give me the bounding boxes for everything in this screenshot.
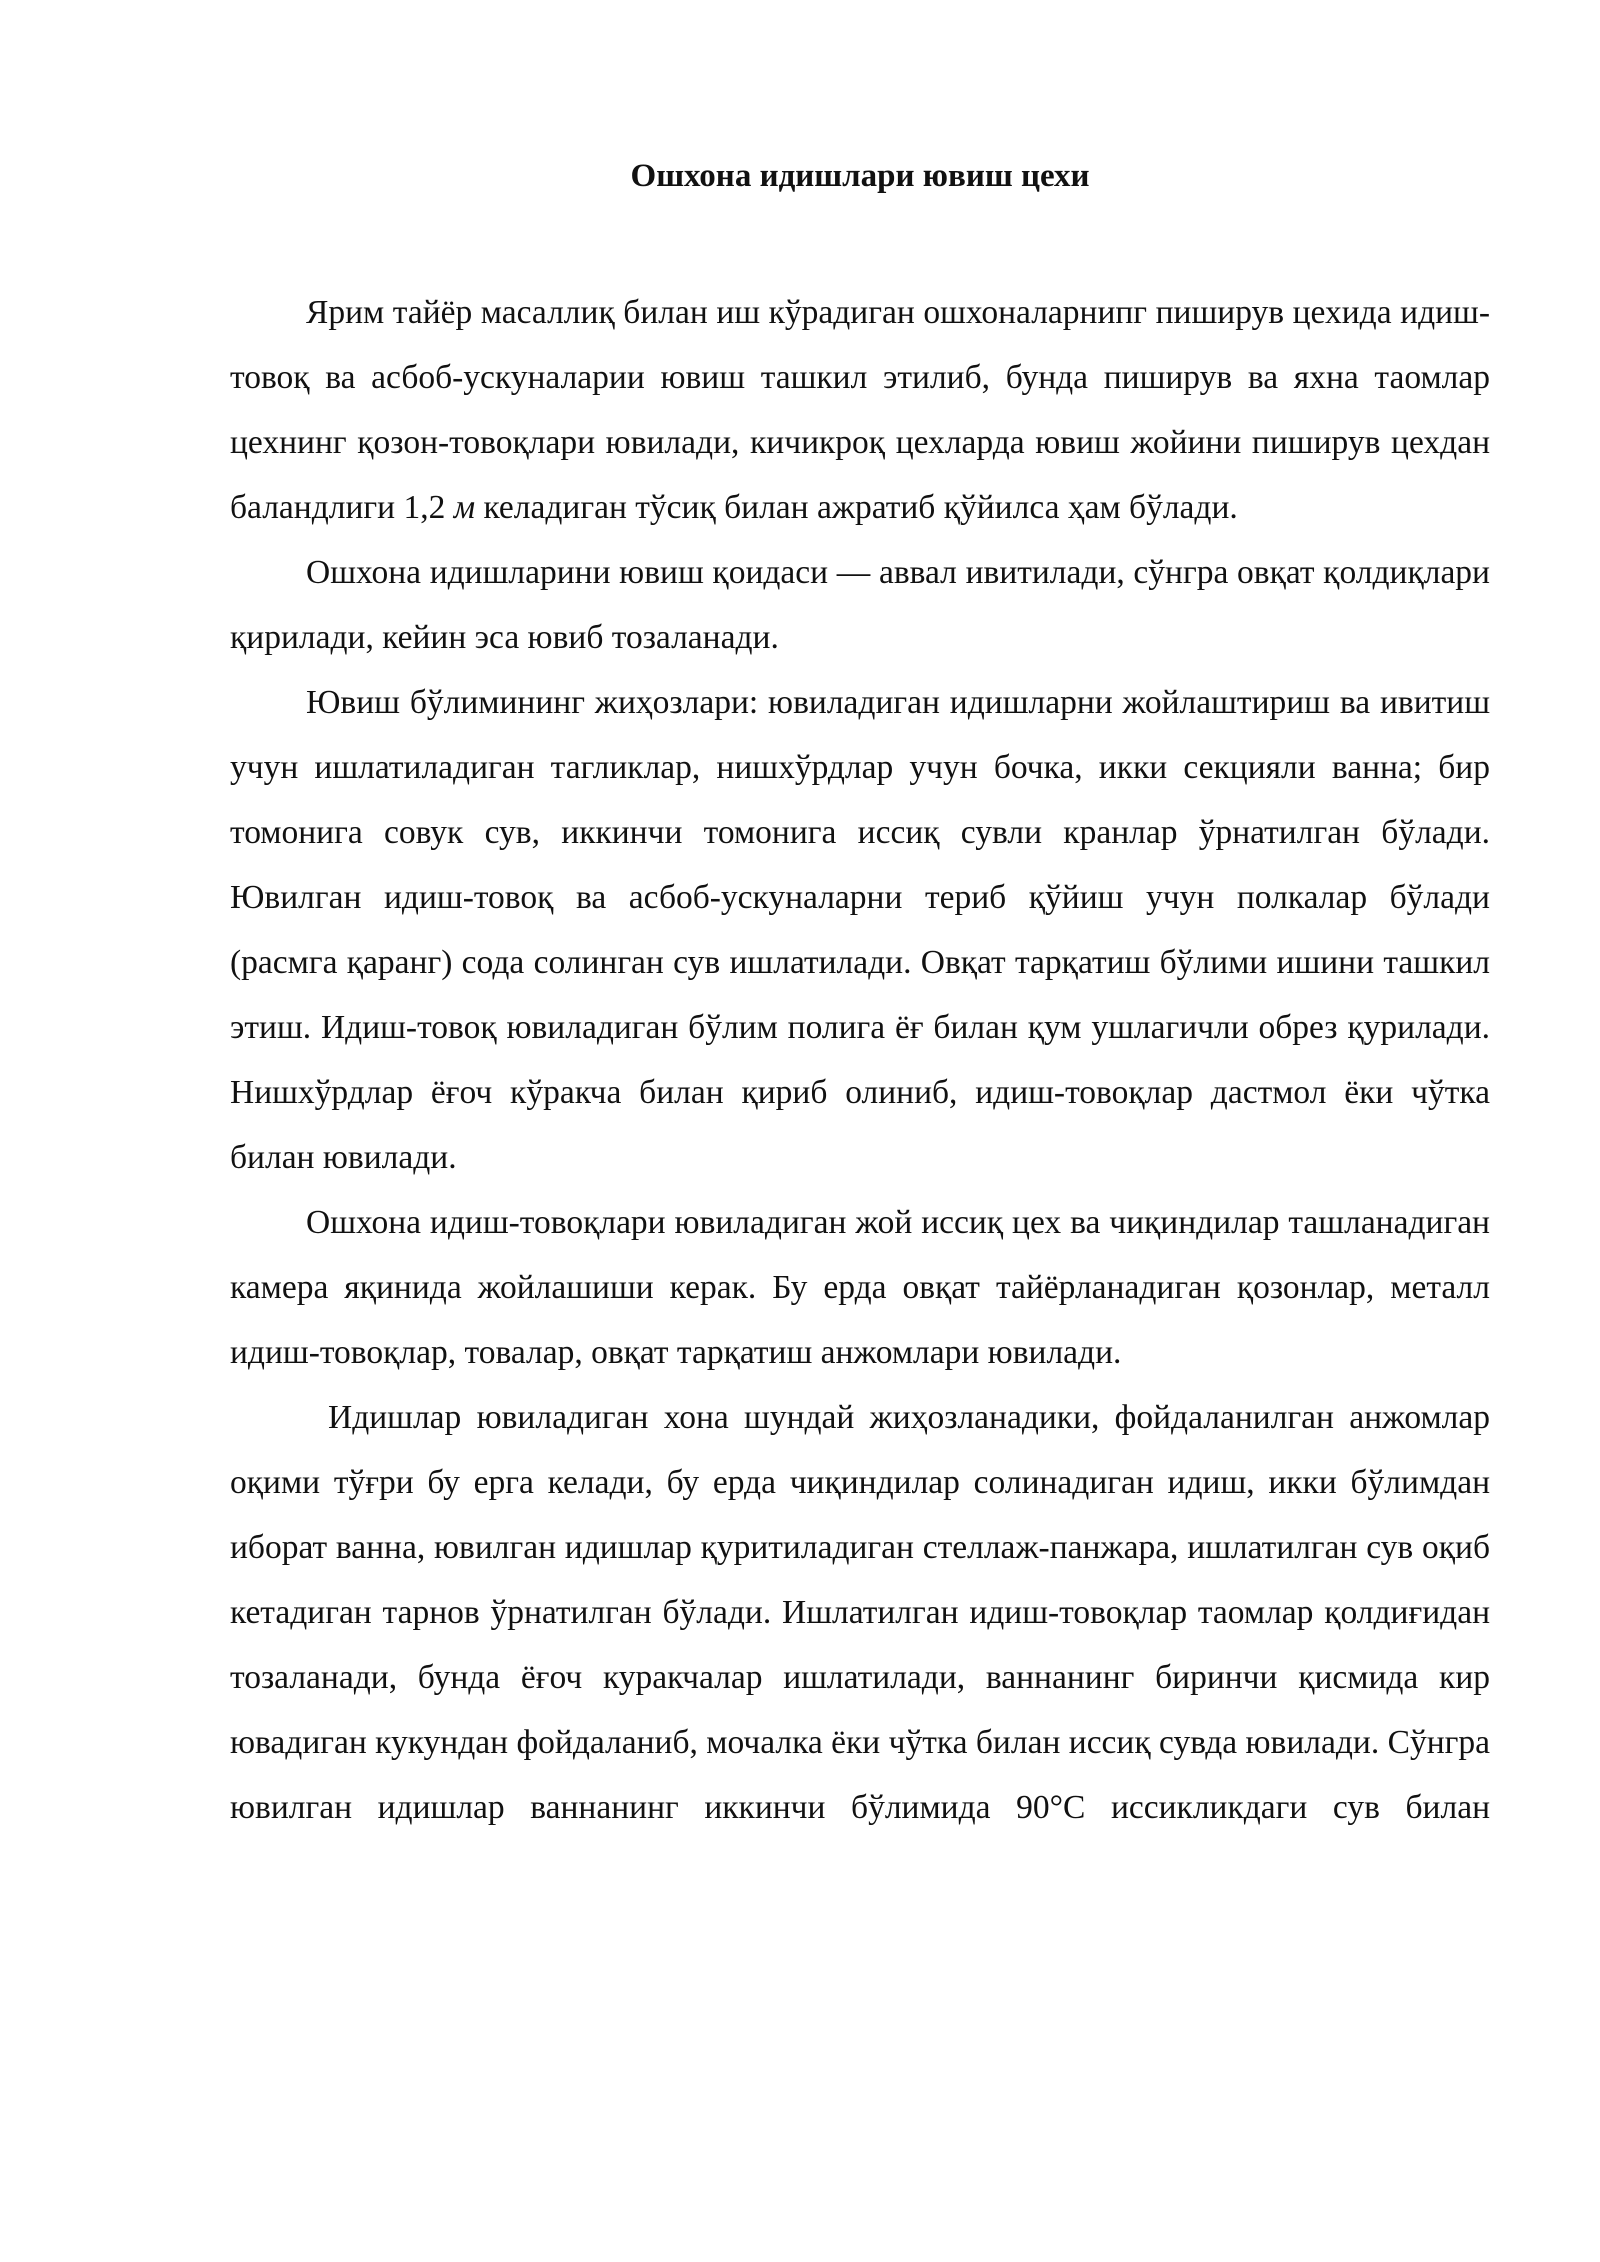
paragraph-3: Ювиш бўлимининг жиҳозлари: ювиладиган идишларни жойлаштириш ва ивитиш учун ишлатиладиган тагликлар, нишхўрдлар учун бочка, икки секцияли ванна; бир томонига совук сув, иккинчи томонига иссиқ сувли кранлар ўрнатилган бўлади. Ювилган идиш-товоқ ва асбоб-ускуналарни териб қўйиш учун полкалар бўлади (расмга қаранг) сода солинган сув ишлатилади. Овқат тарқатиш бўлими ишини ташкил этиш. Идиш-товоқ ювиладиган бўлим полига ёғ билан қум ушлагичли обрез қурилади. Нишхўрдлар ёғоч кўракча билан қириб олиниб, идиш-товоқлар дастмол ёки чўтка билан ювилади. [230, 684, 1490, 1176]
paragraph-4: Ошхона идиш-товоқлари ювиладиган жой иссиқ цех ва чиқиндилар ташланадиган камера яқинида жойлашиши керак. Бу ерда овқат тайёрланадиган қозонлар, металл идиш-товоқлар, товалар, овқат тарқатиш анжомлари ювилади. [230, 1204, 1490, 1371]
paragraph-5: Идишлар ювиладиган хона шундай жиҳозланадики, фойдаланилган анжомлар оқими тўғри бу ерга келади, бу ерда чиқиндилар солинадиган идиш, икки бўлимдан иборат ванна, ювилган идишлар қуритиладиган стеллаж-панжара, ишлатилган сув оқиб кетадиган тарнов ўрнатилган бўлади. Ишлатилган идиш-товоқлар таомлар қолдиғидан тозаланади, бунда ёғоч куракчалар ишлатилади, ваннанинг биринчи қисмида кир ювадиган кукундан фойдаланиб, мочалка ёки чўтка билан иссиқ сувда ювилади. Сўнгра ювилган идишлар ваннанинг иккинчи бўлимида 90°С иссикликдаги сув билан [230, 1399, 1490, 1826]
document-body [230, 280, 1490, 1840]
paragraph-2: Ошхона идишларини ювиш қоидаси — аввал ивитилади, сўнгра овқат қолдиқлари қирилади, кейин эса ювиб тозаланади. [230, 554, 1490, 656]
paragraph-1 [230, 280, 1490, 540]
unit-meter: м [453, 489, 476, 526]
document-title: Ошхона идишлари ювиш цехи [630, 158, 1090, 194]
paragraph-1-text-end: келадиган тўсиқ билан ажратиб қўйилса ҳам бўлади. [475, 489, 1238, 526]
paragraph-1-text: Ярим тайёр масаллиқ билан иш кўрадиган ошхоналарнипг пиширув цехида идиш-товоқ ва асбоб-ускуналарии ювиш ташкил этилиб, бунда пиширув ва яхна таомлар цехнинг қозон-товоқлари ювилади, кичикроқ цехларда ювиш жойини пиширув цехдан баландлиги 1,2 [230, 294, 1490, 526]
